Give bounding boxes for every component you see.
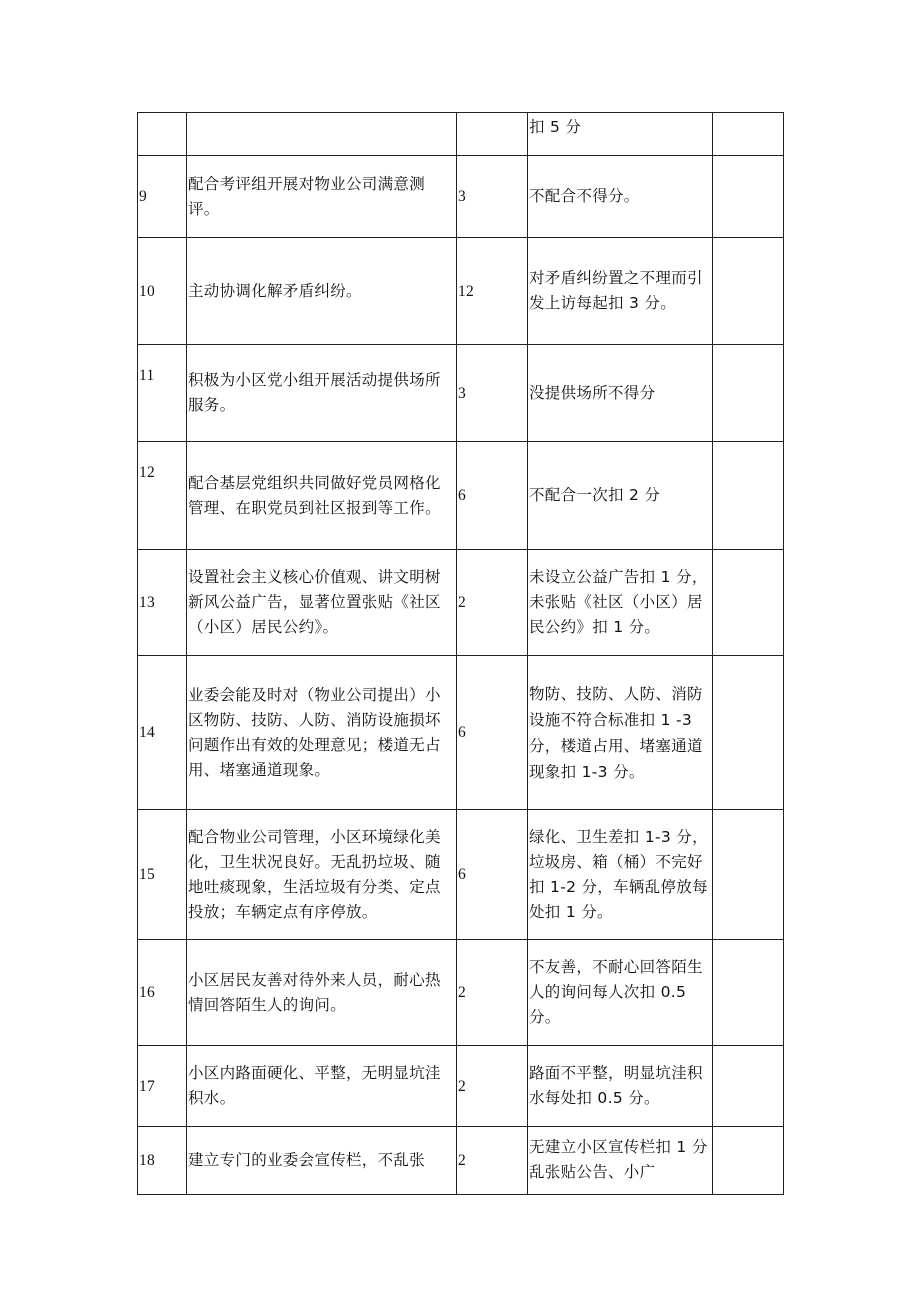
score-value: 3 <box>457 156 528 238</box>
remark-cell <box>713 1046 784 1127</box>
remark-cell <box>713 156 784 238</box>
score-value: 3 <box>457 345 528 442</box>
deduction-rule: 路面不平整，明显坑洼积水每处扣 0.5 分。 <box>528 1046 713 1127</box>
row-number: 17 <box>138 1046 187 1127</box>
row-number: 13 <box>138 550 187 656</box>
score-value: 2 <box>457 550 528 656</box>
item-description: 主动协调化解矛盾纠纷。 <box>187 238 457 345</box>
row-number: 12 <box>138 442 187 550</box>
item-description: 业委会能及时对（物业公司提出）小区物防、技防、人防、消防设施损坏问题作出有效的处理意见；楼道无占用、堵塞通道现象。 <box>187 656 457 810</box>
table-row <box>138 810 784 940</box>
remark-cell <box>713 656 784 810</box>
deduction-rule: 未设立公益广告扣 1 分，未张贴《社区（小区）居民公约》扣 1 分。 <box>528 550 713 656</box>
score-value: 6 <box>457 656 528 810</box>
table-row <box>138 1046 784 1127</box>
item-description: 设置社会主义核心价值观、讲文明树新风公益广告，显著位置张贴《社区（小区）居民公约》。 <box>187 550 457 656</box>
deduction-rule: 对矛盾纠纷置之不理而引发上访每起扣 3 分。 <box>528 238 713 345</box>
deduction-rule: 不配合一次扣 2 分 <box>528 442 713 550</box>
score-value: 6 <box>457 810 528 940</box>
remark-cell <box>713 1127 784 1195</box>
row-number: 9 <box>138 156 187 238</box>
score-value: 2 <box>457 1127 528 1195</box>
deduction-rule: 没提供场所不得分 <box>528 345 713 442</box>
score-value: 2 <box>457 940 528 1046</box>
score-value <box>457 113 528 156</box>
item-description: 小区内路面硬化、平整，无明显坑洼积水。 <box>187 1046 457 1127</box>
row-number: 15 <box>138 810 187 940</box>
deduction-rule: 绿化、卫生差扣 1-3 分，垃圾房、箱（桶）不完好扣 1-2 分，车辆乱停放每处扣 1 分。 <box>528 810 713 940</box>
item-description: 建立专门的业委会宣传栏，不乱张 <box>187 1127 457 1195</box>
item-description: 配合基层党组织共同做好党员网格化管理、在职党员到社区报到等工作。 <box>187 442 457 550</box>
item-description: 配合物业公司管理，小区环境绿化美化，卫生状况良好。无乱扔垃圾、随地吐痰现象，生活垃圾有分类、定点投放；车辆定点有序停放。 <box>187 810 457 940</box>
remark-cell <box>713 810 784 940</box>
table-row <box>138 442 784 550</box>
deduction-rule: 不配合不得分。 <box>528 156 713 238</box>
score-value: 2 <box>457 1046 528 1127</box>
row-number <box>138 113 187 156</box>
deduction-rule: 物防、技防、人防、消防设施不符合标准扣 1 -3 分，楼道占用、堵塞通道现象扣 1-3 分。 <box>528 656 713 810</box>
remark-cell <box>713 345 784 442</box>
table-row <box>138 550 784 656</box>
evaluation-table <box>137 112 784 1195</box>
remark-cell <box>713 113 784 156</box>
row-number: 18 <box>138 1127 187 1195</box>
item-description: 配合考评组开展对物业公司满意测评。 <box>187 156 457 238</box>
remark-cell <box>713 940 784 1046</box>
table-row <box>138 238 784 345</box>
item-description: 积极为小区党小组开展活动提供场所服务。 <box>187 345 457 442</box>
row-number: 16 <box>138 940 187 1046</box>
item-description <box>187 113 457 156</box>
remark-cell <box>713 238 784 345</box>
remark-cell <box>713 550 784 656</box>
table-row <box>138 1127 784 1195</box>
row-number: 10 <box>138 238 187 345</box>
score-value: 12 <box>457 238 528 345</box>
table-row <box>138 113 784 156</box>
table-row <box>138 656 784 810</box>
deduction-rule: 不友善，不耐心回答陌生人的询问每人次扣 0.5 分。 <box>528 940 713 1046</box>
row-number: 11 <box>138 345 187 442</box>
score-value: 6 <box>457 442 528 550</box>
remark-cell <box>713 442 784 550</box>
deduction-rule: 扣 5 分 <box>528 113 713 156</box>
table-row <box>138 940 784 1046</box>
item-description: 小区居民友善对待外来人员，耐心热情回答陌生人的询问。 <box>187 940 457 1046</box>
row-number: 14 <box>138 656 187 810</box>
table-row <box>138 156 784 238</box>
deduction-rule: 无建立小区宣传栏扣 1 分乱张贴公告、小广 <box>528 1127 713 1195</box>
table-row <box>138 345 784 442</box>
